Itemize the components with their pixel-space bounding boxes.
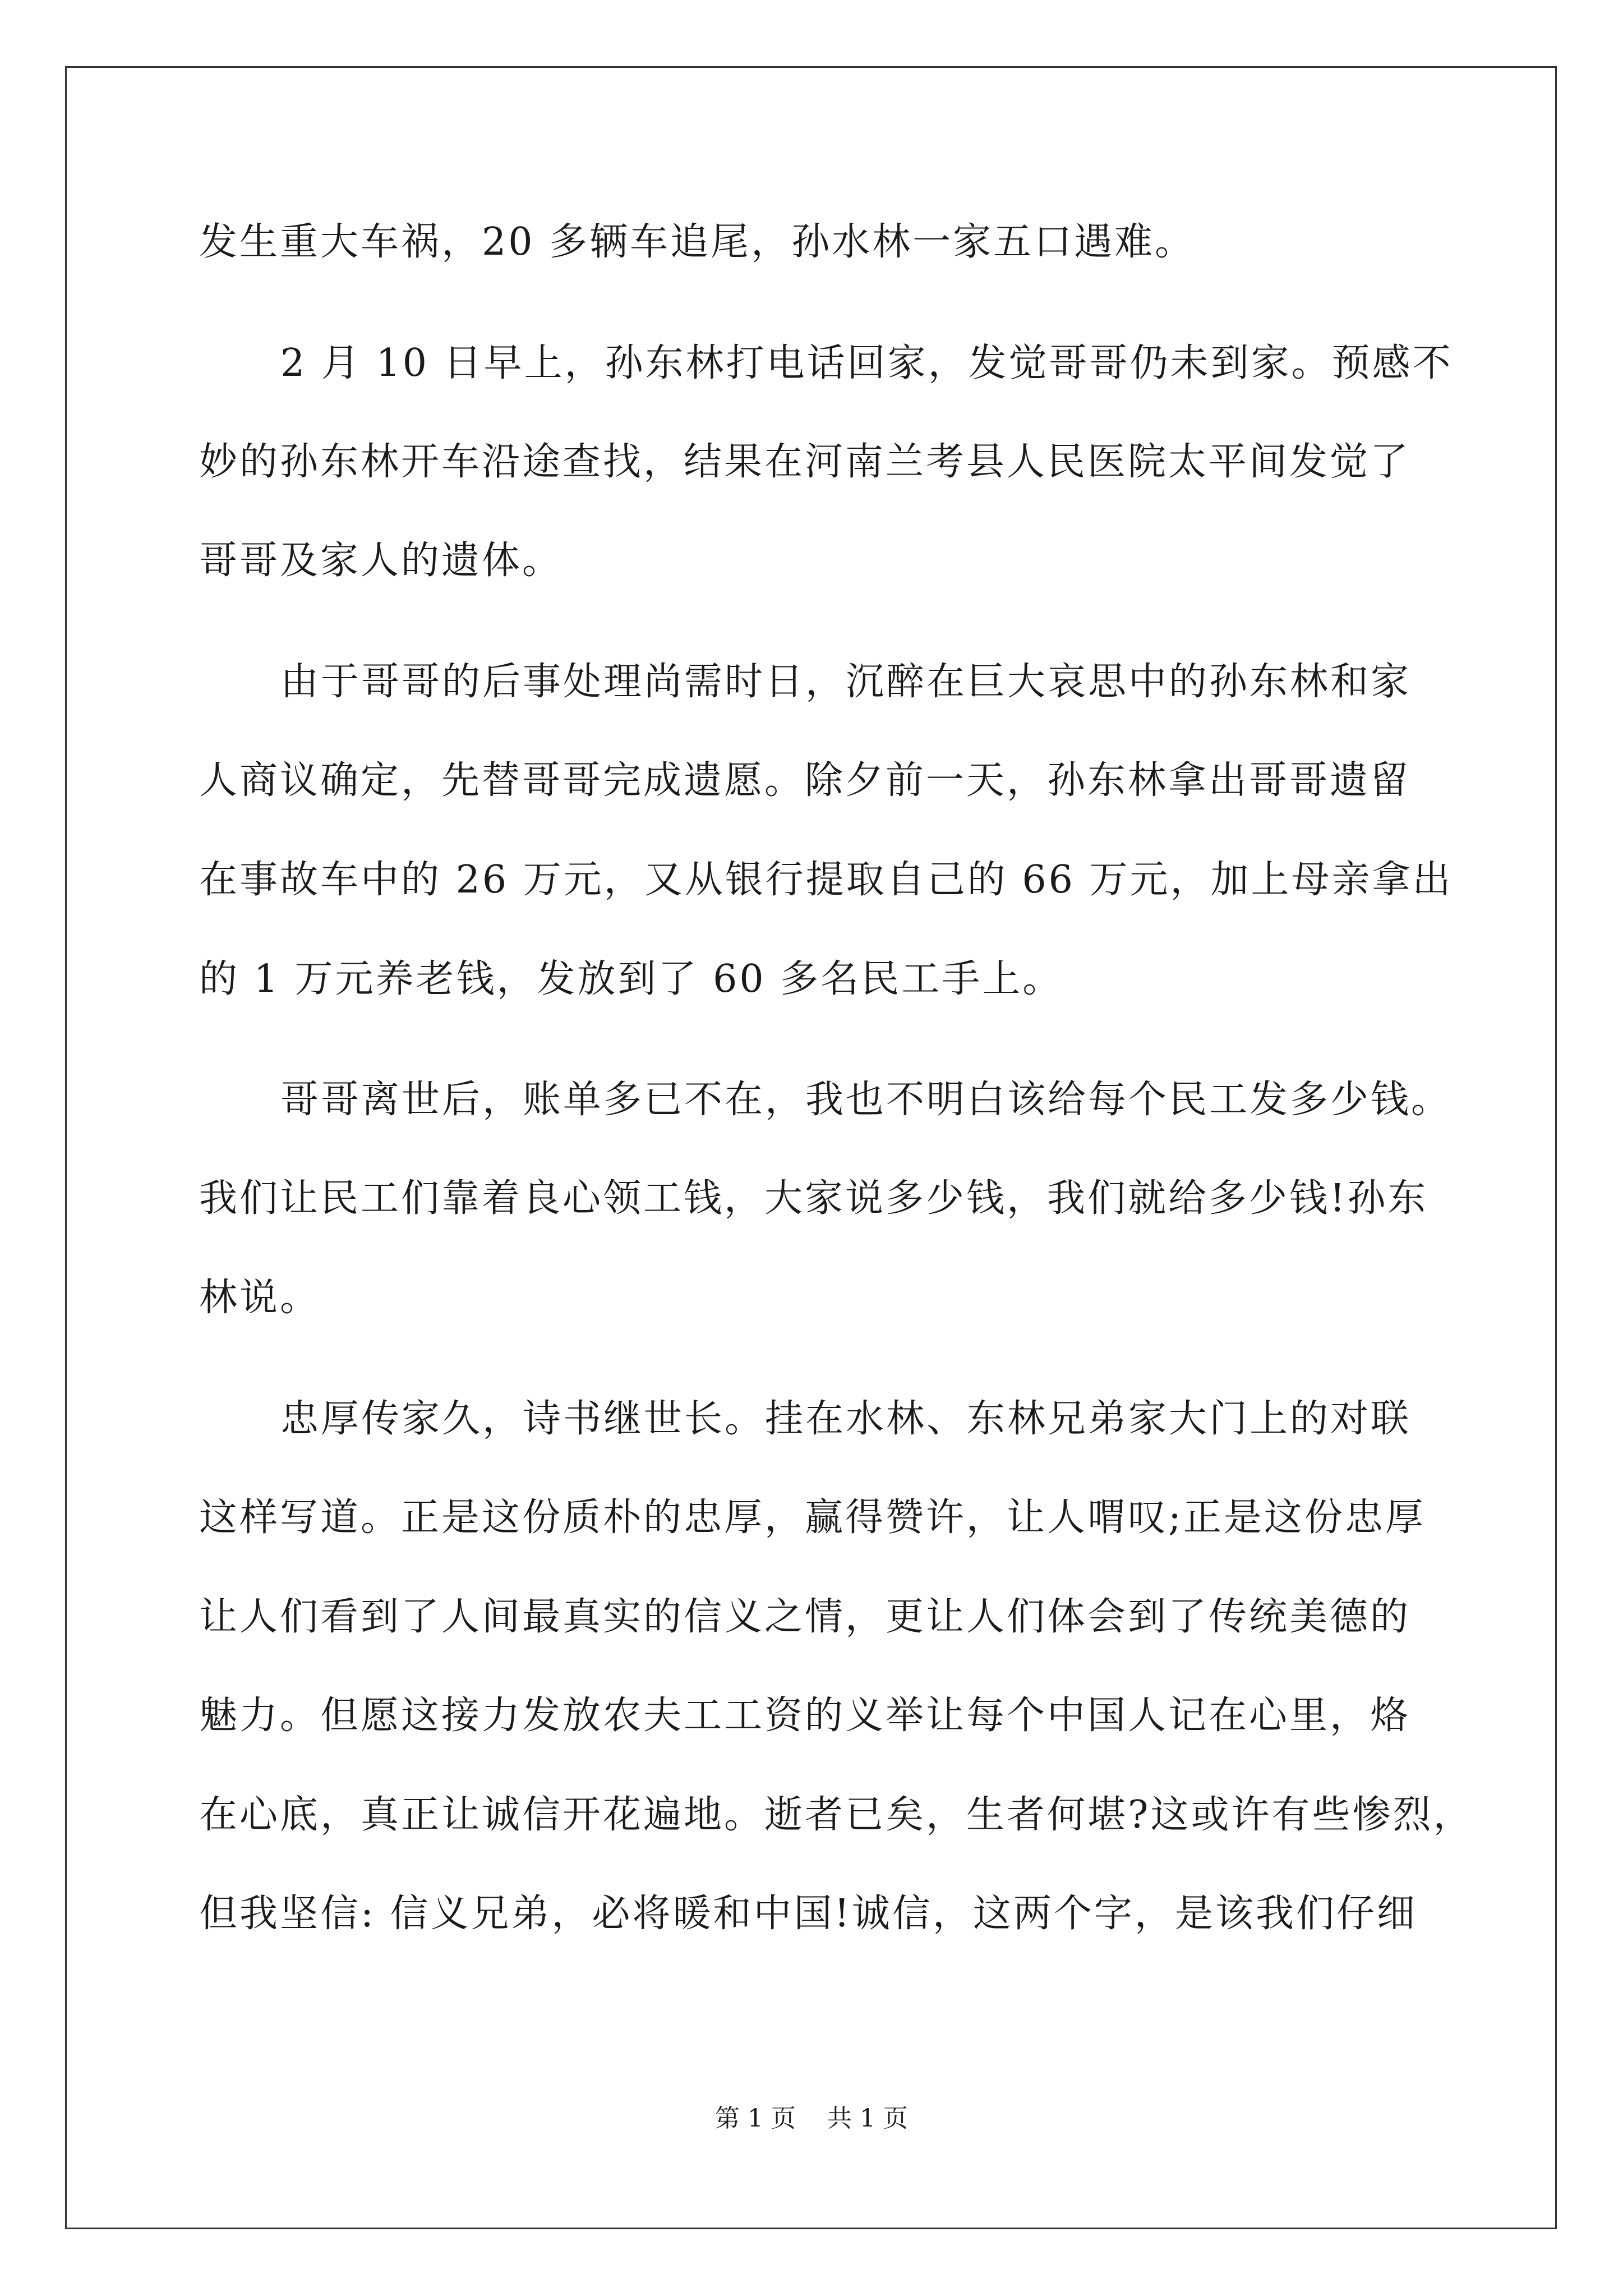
text-line: 我们让民工们靠着良心领工钱，大家说多少钱，我们就给多少钱!孙东 — [199, 1176, 1428, 1221]
text-line: 的 1 万元养老钱，发放到了 60 多名民工手上。 — [199, 957, 1063, 1001]
text-line: 妙的孙东林开车沿途查找，结果在河南兰考县人民医院太平间发觉了 — [199, 440, 1411, 484]
text-line: 哥哥及家人的遗体。 — [199, 539, 563, 583]
paragraph-start-line: 由于哥哥的后事处理尚需时日，沉醉在巨大哀思中的孙东林和家 — [280, 660, 1412, 704]
text-line: 魅力。但愿这接力发放农夫工工资的义举让每个中国人记在心里，烙 — [199, 1694, 1411, 1738]
paragraph-start-line: 2 月 10 日早上，孙东林打电话回家，发觉哥哥仍未到家。预感不 — [280, 341, 1453, 385]
paragraph-start-line: 哥哥离世后，账单多已不在，我也不明白该给每个民工发多少钱。 — [280, 1078, 1452, 1122]
text-line: 林说。 — [199, 1276, 321, 1320]
text-line: 在事故车中的 26 万元，又从银行提取自己的 66 万元，加上母亲拿出 — [199, 858, 1453, 902]
text-line: 人商议确定，先替哥哥完成遗愿。除夕前一天，孙东林拿出哥哥遗留 — [199, 758, 1411, 803]
text-line: 发生重大车祸，20 多辆车追尾，孙水林一家五口遇难。 — [199, 220, 1196, 264]
text-line: 这样写道。正是这份质朴的忠厚，赢得赞许，让人喟叹;正是这份忠厚 — [199, 1496, 1426, 1540]
page-footer: 第 1 页 共 1 页 — [715, 2104, 908, 2133]
paragraph-start-line: 忠厚传家久，诗书继世长。挂在水林、东林兄弟家大门上的对联 — [280, 1397, 1412, 1441]
text-line: 让人们看到了人间最真实的信义之情，更让人们体会到了传统美德的 — [199, 1595, 1411, 1639]
text-line: 在心底，真正让诚信开花遍地。逝者已矣，生者何堪?这或许有些惨烈， — [199, 1793, 1474, 1837]
text-line: 但我坚信: 信义兄弟，必将暖和中国!诚信，这两个字，是该我们仔细 — [199, 1892, 1417, 1936]
